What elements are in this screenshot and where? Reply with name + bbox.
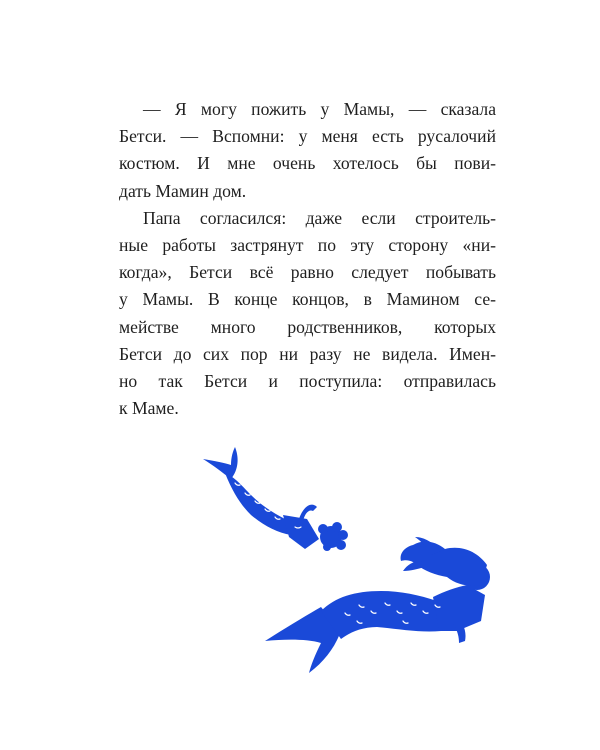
paragraph-2 xyxy=(119,205,496,423)
text-line: к Маме. xyxy=(119,398,179,419)
text-line: дать Мамин дом. xyxy=(119,180,247,201)
small-mermaid xyxy=(203,447,348,551)
small-mermaid-torso xyxy=(283,515,319,549)
small-mermaid-hair xyxy=(318,524,328,534)
text-line: ные работы застрянут по эту сторону «ни- xyxy=(119,234,496,255)
text-line: костюм. И мне очень хотелось бы пови- xyxy=(119,153,496,174)
small-mermaid-tail xyxy=(225,473,291,535)
text-line: Бетси. — Вспомни: у меня есть русалочий xyxy=(119,126,496,147)
text-line: Бетси до сих пор ни разу не видела. Имен- xyxy=(119,343,496,364)
text-line: мействе много родственников, которых xyxy=(119,316,496,337)
text-line: — Я могу пожить у Мамы, — сказала xyxy=(143,99,496,119)
text-line: но так Бетси и поступила: отправилась xyxy=(119,370,496,391)
body-text xyxy=(119,96,496,422)
paragraph-1 xyxy=(119,96,496,205)
large-mermaid-tail xyxy=(321,591,441,639)
large-mermaid xyxy=(265,537,490,673)
small-mermaid-arm xyxy=(299,505,317,521)
text-line: когда», Бетси всё равно следует побывать xyxy=(119,262,496,283)
text-line: у Мамы. В конце концов, в Мамином се- xyxy=(119,289,496,310)
small-mermaid-tail-fin xyxy=(203,447,238,479)
text-line: Папа согласился: даже если строитель- xyxy=(143,207,496,228)
mermaids-illustration xyxy=(195,435,505,735)
